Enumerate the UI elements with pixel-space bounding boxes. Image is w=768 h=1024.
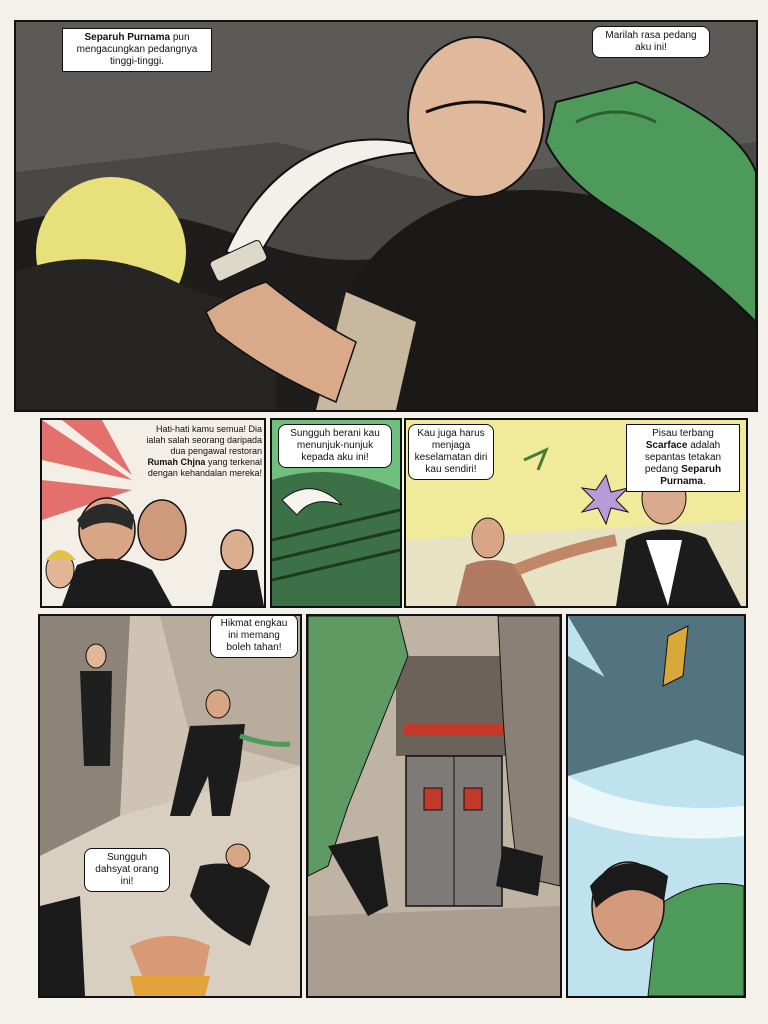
bald-man-head: [408, 37, 544, 197]
speech-bubble-1: Marilah rasa pedang aku ini!: [592, 26, 710, 58]
panel-3: [270, 418, 402, 608]
caption-text-b: adalah sepantas tetakan pedang: [644, 440, 722, 475]
speech-bubble-3: Sungguh berani kau menunjuk-nunjuk kepada aku ini!: [278, 424, 392, 468]
panel-5: [38, 614, 302, 998]
speech-bubble-4: Kau juga harus menjaga keselamatan diri kau sendiri!: [408, 424, 494, 480]
panel-6-art: [308, 616, 560, 996]
narration-caption-4: [626, 424, 740, 492]
caption-name: Separuh Purnama: [84, 32, 171, 43]
caption-name-b: Separuh Purnama: [660, 464, 722, 487]
panel-6: [306, 614, 562, 998]
panel-4: [404, 418, 748, 608]
speech-text-a: Hati-hati kamu semua! Dia ialah salah seorang daripada dua pengawal restoran: [146, 424, 262, 456]
caption-text-c: .: [703, 476, 706, 487]
panel-5-art: [40, 616, 300, 996]
panel-7-art: [568, 616, 744, 996]
caption-text: pun mengacungkan pedangnya tinggi-tinggi.: [76, 32, 198, 67]
caption-text-a: Pisau terbang: [652, 428, 714, 439]
speech-name: Rumah Chjna: [147, 457, 206, 467]
panel-1-art: [16, 22, 756, 410]
narration-caption-1: [62, 28, 212, 72]
speech-bubble-2: [142, 424, 262, 479]
caption-name-a: Scarface: [645, 440, 688, 451]
panel-1: [14, 20, 758, 412]
speech-bubble-5b: Sungguh dahsyat orang ini!: [84, 848, 170, 892]
panel-2: [40, 418, 266, 608]
speech-text-b: yang terkenal dengan kehandalan mereka!: [147, 457, 262, 478]
speech-bubble-5a: Hikmat engkau ini memang boleh tahan!: [210, 614, 298, 658]
panel-7: [566, 614, 746, 998]
